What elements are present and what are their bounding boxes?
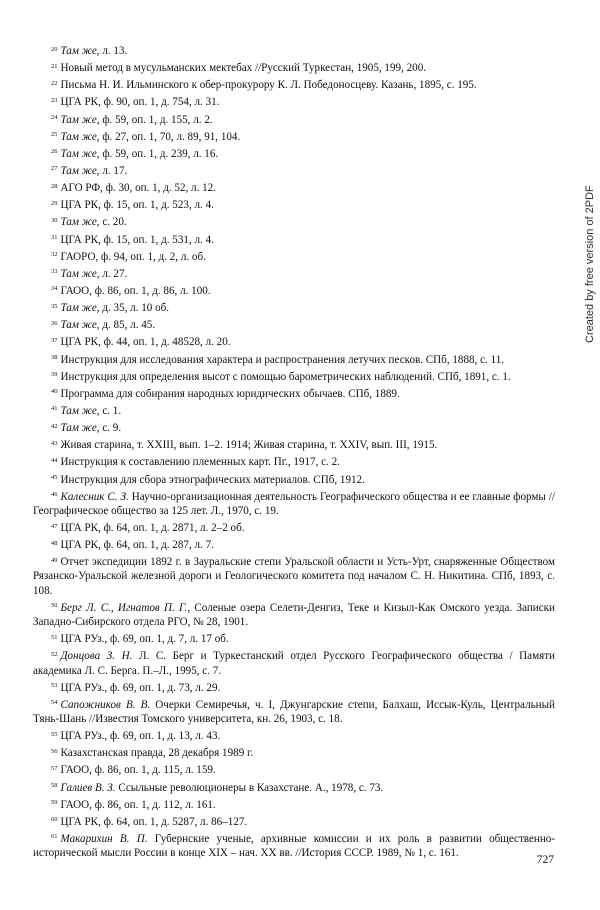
footnote-number: 49 <box>51 556 58 564</box>
footnote-text: Инструкция для исследования характера и распространения летучих песков. СПб, 1888, с. 11. <box>60 353 505 366</box>
footnote-text: , ф. 59, оп. 1, д. 155, л. 2. <box>96 113 213 126</box>
footnote-item <box>33 233 555 247</box>
footnote-author: Там же <box>60 302 97 315</box>
footnote-text: ГАОО, ф. 86, оп. 1, д. 115, л. 159. <box>60 764 216 777</box>
footnote-number: 53 <box>51 682 58 690</box>
footnote-text: АГО РФ, ф. 30, оп. 1, д. 52, л. 12. <box>60 182 217 195</box>
footnote-item <box>33 698 555 726</box>
footnote-number: 59 <box>51 799 58 807</box>
footnote-number: 26 <box>51 148 58 156</box>
footnote-item <box>33 473 555 487</box>
footnote-text: Живая старина, т. XXIII, вып. 1–2. 1914; Живая старина, т. XXIV, вып. III, 1915. <box>60 439 438 452</box>
footnote-author: Калесник С. З. <box>60 490 129 503</box>
footnote-author: Берг Л. С., Игнатов П. Г. <box>60 601 188 614</box>
footnote-number: 35 <box>51 302 58 310</box>
footnote-number: 43 <box>51 439 58 447</box>
footnote-number: 32 <box>51 251 58 259</box>
footnote-item <box>33 763 555 777</box>
footnote-item <box>33 815 555 829</box>
footnote-number: 50 <box>51 602 58 610</box>
footnote-author: Там же <box>60 164 97 177</box>
footnote-author: Макарихин В. П. <box>60 832 148 845</box>
footnote-text: , ф. 27, оп. 1, 70, л. 89, 91, 104. <box>96 130 241 143</box>
footnote-number: 30 <box>51 216 58 224</box>
footnote-text: ЦГА РК, ф. 64, оп. 1, д. 287, л. 7. <box>60 539 214 552</box>
footnote-text: , с. 9. <box>96 422 122 435</box>
footnote-number: 47 <box>51 522 58 530</box>
footnotes-list <box>33 44 555 863</box>
footnote-item <box>33 681 555 695</box>
footnote-text: Ссыльные революционеры в Казахстане. А., 1978, с. 73. <box>115 781 384 794</box>
footnote-text: ЦГА РУз., ф. 69, оп. 1, д. 13, л. 43. <box>60 730 221 743</box>
footnote-text: Инструкция для определения высот с помощью барометрических наблюдений. СПб, 1891, с. 1. <box>60 370 511 383</box>
footnote-text: Научно-организационная деятельность Географического общества и ее главные формы //Географическое общество за 125 лет. Л., 1970, с. 19. <box>33 490 555 517</box>
footnote-number: 52 <box>51 650 58 658</box>
footnote-author: Там же <box>60 319 97 332</box>
footnote-item <box>33 649 555 677</box>
footnote-text: , д. 35, л. 10 об. <box>96 302 170 315</box>
footnote-text: Очерки Семиречья, ч. I, Джунгарские степи, Балхаш, Иссык-Куль, Центральный Тянь-Шань //Известия Томского университета, кн. 26, 1903, с. 18. <box>33 698 555 725</box>
footnote-number: 48 <box>51 539 58 547</box>
footnote-number: 44 <box>51 456 58 464</box>
footnote-author: Там же <box>60 45 97 57</box>
footnote-number: 23 <box>51 96 58 104</box>
footnote-author: Сапожников В. В. <box>60 698 151 711</box>
footnote-number: 28 <box>51 182 58 190</box>
watermark: Created by free version of 2PDF <box>584 185 596 343</box>
footnote-item <box>33 832 555 860</box>
footnote-text: Программа для собирания народных юридических обычаев. СПб, 1889. <box>60 387 400 400</box>
footnote-item <box>33 164 555 178</box>
footnote-number: 55 <box>51 730 58 738</box>
footnote-text: ЦГА РК, ф. 15, оп. 1, д. 531, л. 4. <box>60 233 214 246</box>
footnote-number: 57 <box>51 764 58 772</box>
footnote-number: 39 <box>51 371 58 379</box>
footnote-text: , Соленые озера Селети-Денгиз, Теке и Кизыл-Как Омского уезда. Записки Западно-Сибирского отдела РГО, № 28, 1901. <box>33 601 555 629</box>
footnote-item <box>33 632 555 646</box>
footnote-text: ЦГА РК, ф. 44, оп. 1, д. 48528, л. 20. <box>60 336 231 349</box>
footnote-number: 24 <box>51 114 58 122</box>
footnote-author: Там же <box>60 267 97 280</box>
footnote-number: 22 <box>51 79 58 87</box>
page-number: 727 <box>536 854 554 866</box>
footnote-text: , с. 1. <box>96 404 122 417</box>
footnote-number: 42 <box>51 422 58 430</box>
footnote-text: Л. С. Берг и Туркестанский отдел Русского Географического общества / Памяти академика Л. С. Берга. П.–Л., 1995, с. 7. <box>33 650 555 677</box>
footnote-text: ГАОРО, ф. 94, оп. 1, д. 2, л. об. <box>60 250 206 263</box>
footnote-text: ЦГА РУз., ф. 69, оп. 1, д. 7, л. 17 об. <box>60 633 229 646</box>
footnote-item <box>33 455 555 469</box>
footnote-text: , с. 20. <box>96 216 127 229</box>
footnote-number: 46 <box>51 491 58 499</box>
footnote-item <box>33 370 555 384</box>
footnote-text: ЦГА РУз., ф. 69, оп. 1, д. 73, л. 29. <box>60 681 221 694</box>
footnote-text: Новый метод в мусульманских мектебах //Русский Туркестан, 1905, 199, 200. <box>60 62 427 75</box>
footnote-text: Казахстанская правда, 28 декабря 1989 г. <box>60 747 254 760</box>
footnote-author: Там же <box>60 147 97 160</box>
footnote-item <box>33 215 555 229</box>
footnote-author: Галиев В. З. <box>60 781 116 794</box>
footnote-number: 41 <box>51 405 58 413</box>
footnote-number: 38 <box>51 354 58 362</box>
footnote-number: 31 <box>51 234 58 242</box>
footnote-number: 33 <box>51 268 58 276</box>
footnote-number: 27 <box>51 165 58 173</box>
footnote-item <box>33 61 555 75</box>
footnote-item <box>33 284 555 298</box>
footnote-number: 51 <box>51 633 58 641</box>
footnote-item <box>33 404 555 418</box>
footnote-item <box>33 335 555 349</box>
footnote-number: 40 <box>51 388 58 396</box>
footnote-item <box>33 44 555 58</box>
footnote-number: 21 <box>51 62 58 70</box>
footnote-text: ГАОО, ф. 86, оп. 1, д. 112, л. 161. <box>60 798 216 811</box>
footnote-number: 61 <box>51 833 58 841</box>
footnote-text: ЦГА РК, ф. 15, оп. 1, д. 523, л. 4. <box>60 199 214 212</box>
footnote-item <box>33 318 555 332</box>
footnote-item <box>33 95 555 109</box>
footnote-item <box>33 353 555 367</box>
footnote-item <box>33 267 555 281</box>
footnote-item <box>33 250 555 264</box>
footnote-text: Письма Н. И. Ильминского к обер-прокурору К. Л. Победоносцеву. Казань, 1895, с. 195. <box>60 79 477 92</box>
footnote-text: Отчет экспедиции 1892 г. в Зауральские степи Уральской области и Усть-Урт, снаряженные Обществом Рязанско-Уральской железной дороги и Геологического комитета под началом С. Н. Никитина. СПб, 1893, с. 108. <box>33 556 555 597</box>
footnote-item <box>33 421 555 435</box>
footnote-item <box>33 746 555 760</box>
footnote-number: 29 <box>51 199 58 207</box>
footnote-author: Там же <box>60 113 97 126</box>
footnote-text: ЦГА РК, ф. 64, оп. 1, д. 5287, л. 86–127. <box>60 815 248 828</box>
footnote-item <box>33 781 555 795</box>
footnote-text: ГАОО, ф. 86, оп. 1, д. 86, л. 100. <box>60 284 211 297</box>
footnote-item <box>33 78 555 92</box>
footnote-text: , л. 17. <box>96 164 128 177</box>
footnote-number: 20 <box>51 45 58 53</box>
footnote-item <box>33 301 555 315</box>
footnote-author: Донцова З. Н. <box>60 650 133 663</box>
footnote-text: , л. 13. <box>96 45 128 57</box>
footnote-author: Там же <box>60 130 97 143</box>
footnote-number: 34 <box>51 285 58 293</box>
footnote-item <box>33 113 555 127</box>
footnote-item <box>33 798 555 812</box>
footnote-item <box>33 387 555 401</box>
footnote-number: 60 <box>51 816 58 824</box>
footnote-number: 58 <box>51 782 58 790</box>
footnote-number: 54 <box>51 699 58 707</box>
footnote-number: 25 <box>51 131 58 139</box>
footnote-item <box>33 521 555 535</box>
footnote-author: Там же <box>60 404 97 417</box>
footnote-number: 37 <box>51 336 58 344</box>
footnote-text: Инструкция для сбора этнографических материалов. СПб, 1912. <box>60 473 365 486</box>
footnote-number: 45 <box>51 474 58 482</box>
footnote-text: ЦГА РК, ф. 90, оп. 1, д. 754, л. 31. <box>60 96 220 109</box>
footnote-text: Инструкция к составлению племенных карт. Пг., 1917, с. 2. <box>60 456 340 469</box>
footnote-item <box>33 601 555 629</box>
footnote-item <box>33 181 555 195</box>
footnote-author: Там же <box>60 422 97 435</box>
footnote-item <box>33 729 555 743</box>
footnote-number: 56 <box>51 747 58 755</box>
footnote-text: ЦГА РК, ф. 64, оп. 1, д. 2871, л. 2–2 об. <box>60 522 245 534</box>
footnote-text: Губернские ученые, архивные комиссии и их роль в развитии общественно-исторической мысли России в конце XIX – нач. XX вв. //История СССР. 1989, № 1, с. 161. <box>33 832 556 860</box>
footnote-text: , ф. 59, оп. 1, д. 239, л. 16. <box>96 147 219 160</box>
footnote-author: Там же <box>60 216 97 229</box>
footnote-item <box>33 490 555 518</box>
footnote-item <box>33 147 555 161</box>
footnote-item <box>33 198 555 212</box>
footnote-text: , д. 85, л. 45. <box>96 319 156 332</box>
footnote-item <box>33 555 555 598</box>
footnote-number: 36 <box>51 319 58 327</box>
footnote-item <box>33 538 555 552</box>
footnote-item <box>33 438 555 452</box>
footnote-text: , л. 27. <box>96 267 128 280</box>
footnote-item <box>33 130 555 144</box>
